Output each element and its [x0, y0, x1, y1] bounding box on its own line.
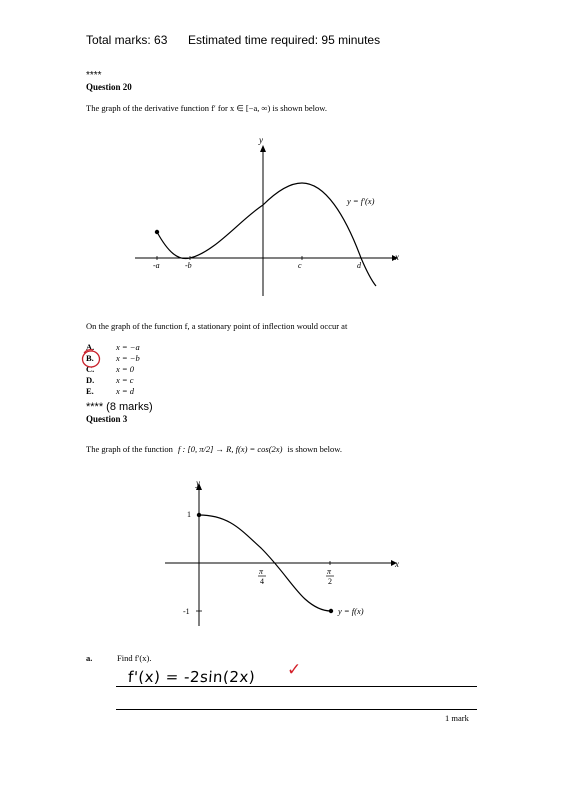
- q20-option-d[interactable]: [86, 375, 140, 386]
- q3-xtick-pi4-den: 4: [260, 577, 264, 586]
- q3a-question: Find f′(x).: [117, 653, 152, 663]
- option-letter: D.: [86, 375, 95, 385]
- q20-title: Question 20: [86, 82, 132, 92]
- q3-intro-function: f : [0, π/2] → R, f(x) = cos(2x): [177, 444, 283, 454]
- q3-curve-label: y = f(x): [338, 606, 364, 616]
- q3-xtick-pi2-den: 2: [328, 577, 332, 586]
- q20-y-axis-arrow-icon: [260, 145, 266, 152]
- answer-line-1: [116, 686, 477, 687]
- q3a-marks: 1 mark: [445, 713, 469, 723]
- circled-answer-icon: [80, 348, 104, 370]
- option-letter: C.: [86, 364, 95, 374]
- estimated-time: Estimated time required: 95 minutes: [188, 33, 381, 47]
- q3-start-dot: [197, 513, 201, 517]
- option-value: x = c: [116, 375, 134, 385]
- q3-function-graph: [155, 470, 415, 635]
- check-mark-icon: ✓: [287, 660, 302, 680]
- q3a-label: a.: [86, 653, 93, 663]
- q20-prompt: On the graph of the function f, a stationary point of inflection would occur at: [86, 321, 348, 331]
- q20-curve-label: y = f′(x): [347, 196, 375, 206]
- option-letter: A.: [86, 342, 95, 352]
- q20-tick-label-d: d: [357, 261, 361, 270]
- q20-curve: [157, 183, 376, 286]
- q3-intro: [86, 444, 342, 454]
- q20-tick-label-a: -a: [153, 261, 160, 270]
- q20-endpoint-dot: [155, 230, 159, 234]
- handwritten-answer: f'(x) = -2sin(2x): [127, 668, 256, 686]
- option-value: x = −b: [116, 353, 140, 363]
- q3-ytick-label-1: 1: [187, 510, 191, 519]
- q20-tick-label-b: -b: [185, 261, 192, 270]
- q3-x-label: x: [395, 559, 399, 569]
- q3-intro-prefix: The graph of the function: [86, 444, 173, 454]
- exam-header: [86, 33, 381, 47]
- q20-intro: The graph of the derivative function f′ for x ∈ [−a, ∞) is shown below.: [86, 103, 327, 113]
- q20-option-e[interactable]: [86, 386, 140, 397]
- q20-y-label: y: [259, 135, 263, 145]
- q3-title: Question 3: [86, 414, 128, 424]
- option-value: x = d: [116, 386, 135, 396]
- total-marks: Total marks: 63: [86, 33, 168, 47]
- q20-derivative-graph: [130, 130, 410, 305]
- answer-line-2: [116, 709, 477, 710]
- option-value: x = −a: [116, 342, 140, 352]
- option-letter: B.: [86, 353, 94, 363]
- q3-difficulty: **** (8 marks): [86, 401, 153, 413]
- q3-xtick-pi4-num: π: [259, 567, 264, 576]
- q20-tick-label-c: c: [298, 261, 302, 270]
- option-letter: E.: [86, 386, 94, 396]
- q3-end-dot: [329, 609, 333, 613]
- option-value: x = 0: [116, 364, 135, 374]
- q20-difficulty: ****: [86, 70, 102, 81]
- q20-x-label: x: [395, 252, 399, 262]
- q3-ytick-label-minus1: -1: [183, 607, 190, 616]
- q3-xtick-pi2-num: π: [327, 567, 332, 576]
- q3-y-label: y: [196, 478, 200, 488]
- q3-intro-suffix: is shown below.: [287, 444, 342, 454]
